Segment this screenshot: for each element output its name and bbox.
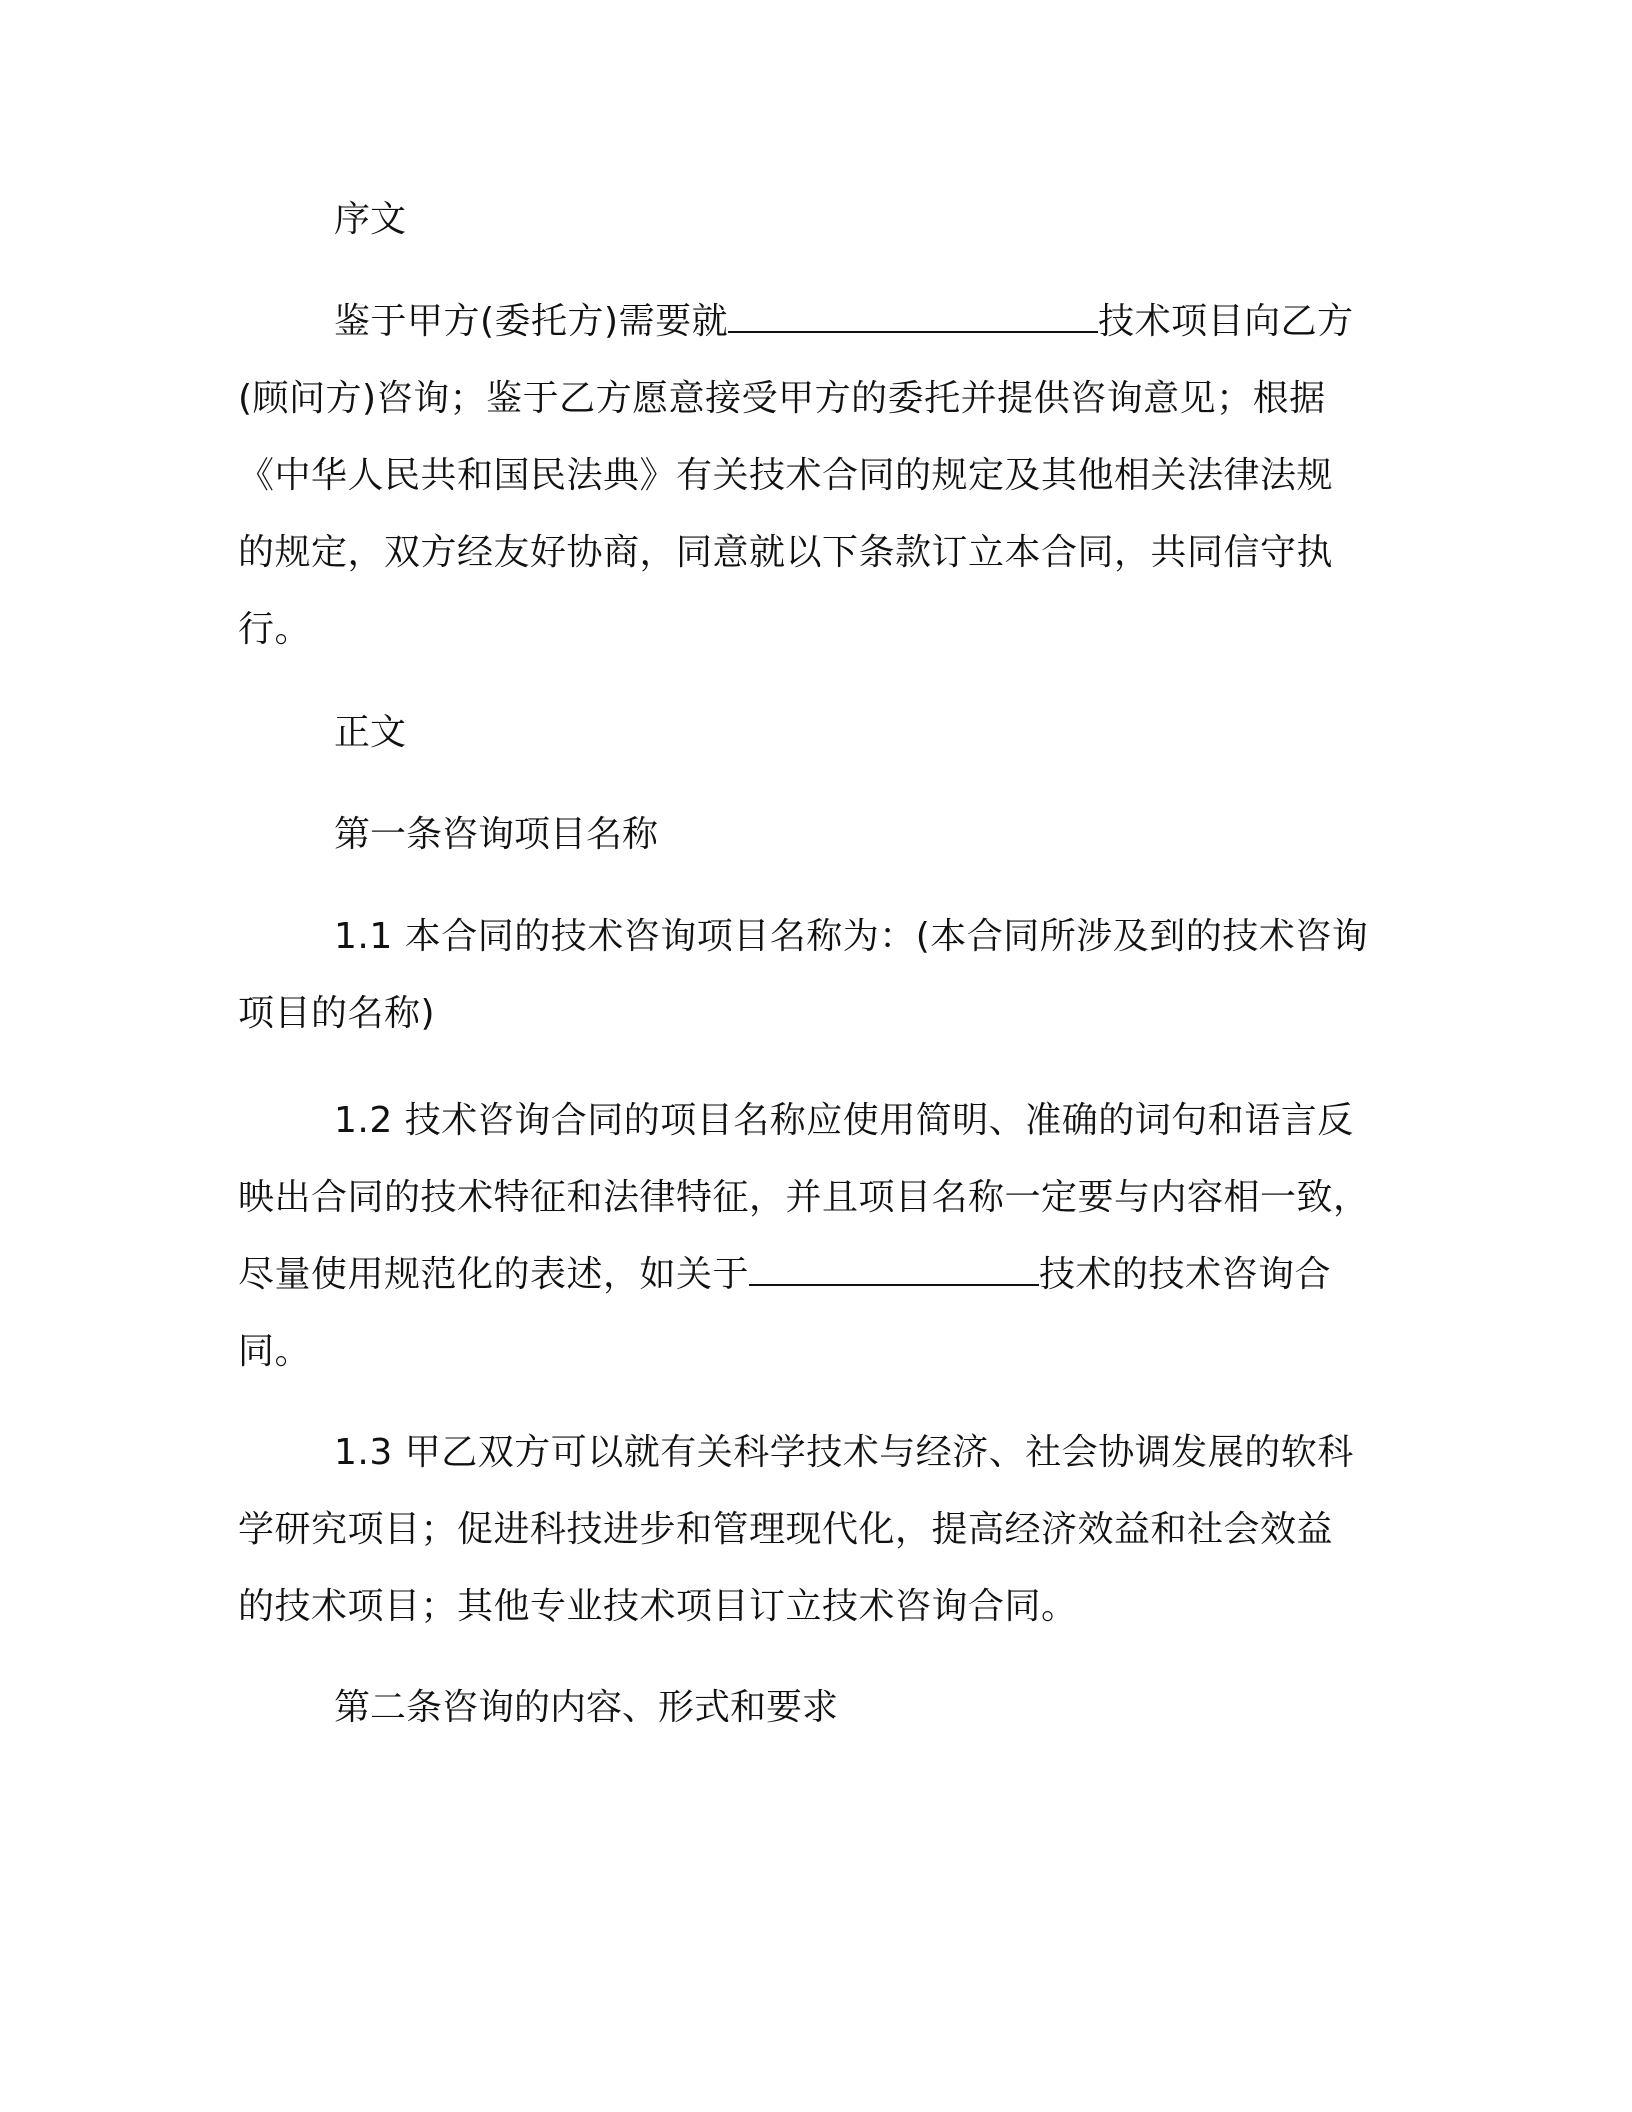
article-2-heading: 第二条咨询的内容、形式和要求 (334, 1687, 839, 1728)
clause-1-2-line-3-end: 技术的技术咨询合 (1039, 1254, 1332, 1295)
clause-1-2-line-4: 同。 (238, 1331, 312, 1372)
preface-line-4: 的规定，双方经友好协商，同意就以下条款订立本合同，共同信守执 (238, 532, 1334, 573)
body-heading: 正文 (334, 712, 407, 753)
clause-1-1-line-1: 1.1 本合同的技术咨询项目名称为：(本合同所涉及到的技术咨询 (334, 916, 1369, 957)
project-name-blank (728, 301, 1098, 333)
clause-1-3-line-1: 1.3 甲乙双方可以就有关科学技术与经济、社会协调发展的软科 (334, 1432, 1354, 1473)
article-1-heading: 第一条咨询项目名称 (334, 814, 659, 855)
preface-line-1 (238, 283, 1384, 360)
clause-1-3-line-3: 的技术项目；其他专业技术项目订立技术咨询合同。 (238, 1586, 1078, 1627)
clause-1-3-line-2: 学研究项目；促进科技进步和管理现代化，提高经济效益和社会效益 (238, 1509, 1334, 1550)
clause-1-2-line-2: 映出合同的技术特征和法律特征，并且项目名称一定要与内容相一致， (238, 1177, 1370, 1218)
clause-1-2-line-3 (238, 1236, 1384, 1313)
clause-1-1 (238, 898, 1384, 1052)
preface-line-1-start: 鉴于甲方(委托方)需要就 (334, 301, 729, 342)
technology-name-blank (749, 1254, 1039, 1286)
preface-line-3: 《中华人民共和国民法典》有关技术合同的规定及其他相关法律法规 (238, 455, 1334, 496)
preface-line-1-end: 技术项目向乙方 (1098, 301, 1354, 342)
clause-1-3 (238, 1414, 1384, 1645)
clause-1-1-line-2: 项目的名称) (238, 993, 436, 1034)
preface-paragraph (238, 283, 1384, 668)
clause-1-2-line-1: 1.2 技术咨询合同的项目名称应使用简明、准确的词句和语言反 (334, 1100, 1354, 1141)
preface-line-2: (顾问方)咨询；鉴于乙方愿意接受甲方的委托并提供咨询意见；根据 (238, 378, 1326, 419)
preface-line-5: 行。 (238, 609, 312, 650)
clause-1-2-line-3-start: 尽量使用规范化的表述，如关于 (238, 1254, 750, 1295)
preface-heading: 序文 (334, 199, 407, 240)
clause-1-2 (238, 1082, 1384, 1390)
